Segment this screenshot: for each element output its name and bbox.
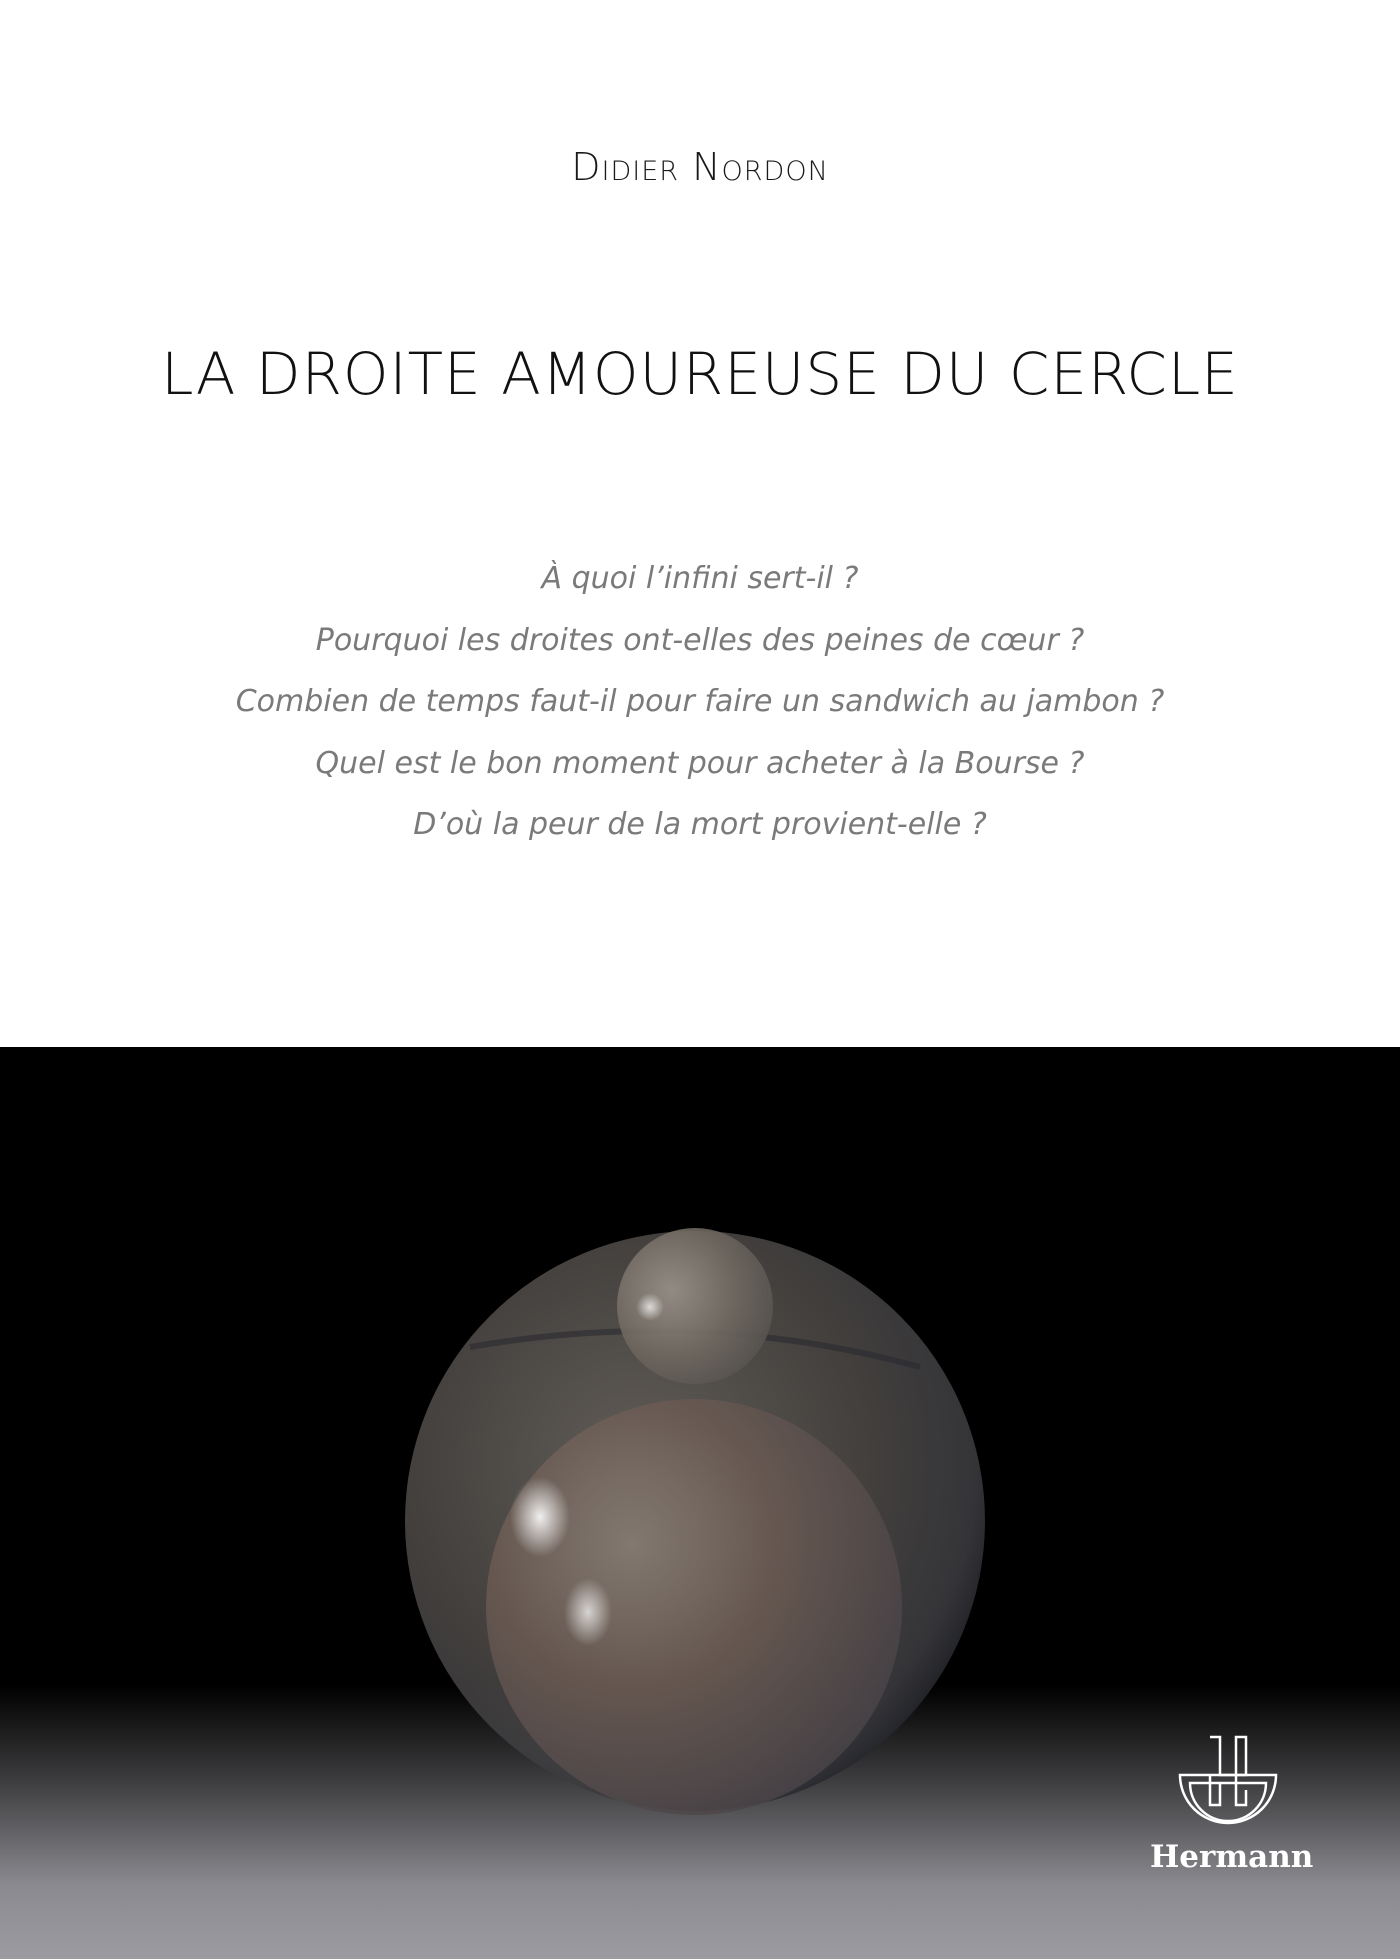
book-title: LA DROITE AMOUREUSE DU CERCLE: [161, 340, 1239, 408]
question: D’où la peur de la mort provient-elle ?: [413, 807, 987, 842]
publisher-logo: [1150, 1735, 1314, 1875]
highlight: [510, 1477, 570, 1557]
publisher-name: Hermann: [1150, 1839, 1314, 1875]
question: À quoi l’infini sert-il ?: [541, 561, 859, 596]
hermann-logo-icon: [1178, 1735, 1278, 1835]
question: Pourquoi les droites ont-elles des peines de cœur ?: [315, 622, 1085, 658]
question: Quel est le bon moment pour acheter à la Bourse ?: [315, 745, 1085, 781]
questions-list: [0, 555, 1400, 863]
author-name: Didier Nordon: [571, 145, 829, 189]
middle-sphere: [486, 1399, 902, 1815]
highlight: [564, 1578, 612, 1646]
highlight: [636, 1293, 664, 1321]
cover-illustration: [0, 1047, 1400, 1959]
question: Combien de temps faut-il pour faire un sandwich au jambon ?: [235, 684, 1165, 719]
